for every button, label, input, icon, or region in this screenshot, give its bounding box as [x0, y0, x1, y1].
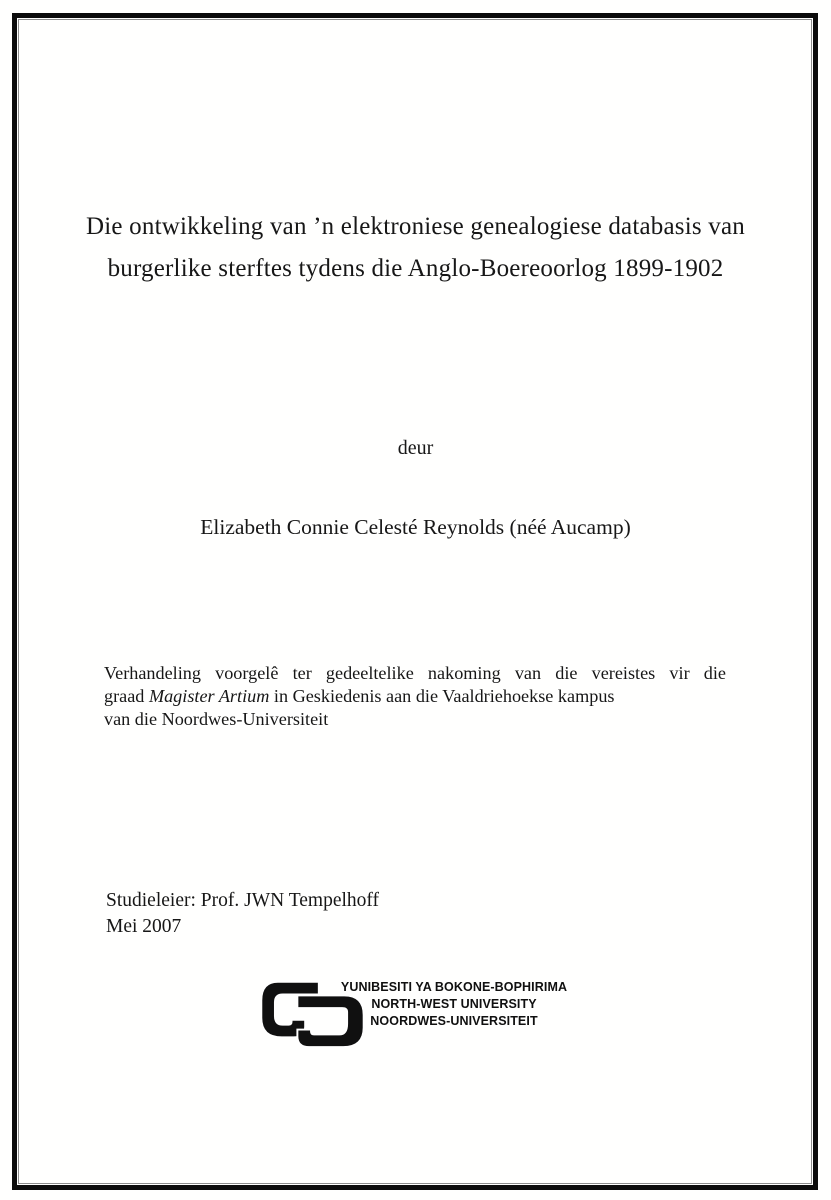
- date-line: Mei 2007: [106, 916, 182, 937]
- declaration-line2: [104, 685, 726, 708]
- declaration-line2-suffix: in Geskiedenis aan die Vaaldriehoekse kampus: [269, 686, 615, 706]
- byline-deur: deur: [397, 437, 434, 459]
- declaration-line2-prefix: graad: [104, 686, 149, 706]
- author-name: Elizabeth Connie Celesté Reynolds (néé Aucamp): [200, 515, 631, 539]
- supervisor-block: [106, 888, 379, 940]
- logo-text-afrikaans: NOORDWES-UNIVERSITEIT: [370, 1014, 538, 1028]
- logo-text-setswana: YUNIBESITI YA BOKONE-BOPHIRIMA: [340, 980, 568, 994]
- declaration-paragraph: [104, 662, 726, 731]
- degree-name: Magister Artium: [148, 686, 270, 706]
- thesis-title: [40, 206, 791, 290]
- declaration-line3: van die Noordwes-Universiteit: [104, 709, 329, 729]
- declaration-line1: Verhandeling voorgelê ter gedeeltelike nakoming van die vereistes vir die: [104, 663, 726, 683]
- nwu-logo-text: [318, 979, 590, 1030]
- logo-text-english: NORTH-WEST UNIVERSITY: [371, 997, 537, 1011]
- thesis-title-line2: burgerlike sterftes tydens die Anglo-Boereoorlog 1899-1902: [107, 255, 724, 282]
- thesis-title-line1: Die ontwikkeling van ’n elektroniese genealogiese databasis van: [86, 213, 745, 240]
- supervisor-line: Studieleier: Prof. JWN Tempelhoff: [106, 890, 380, 911]
